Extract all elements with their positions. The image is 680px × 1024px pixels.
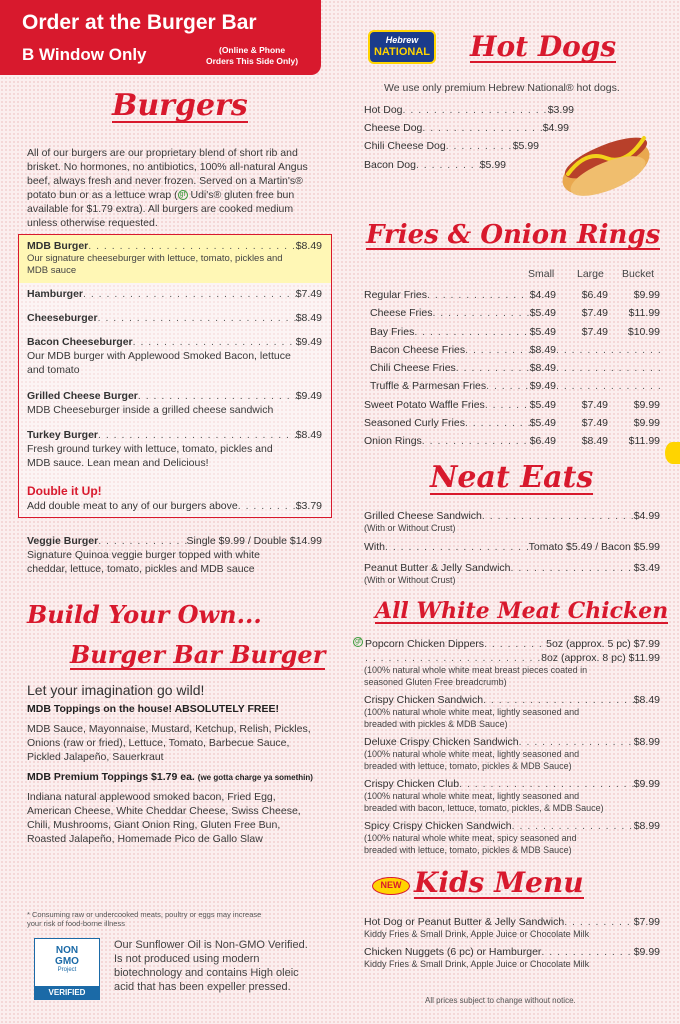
nongmo-text	[35, 945, 99, 967]
leader-dots	[541, 945, 633, 959]
fries-row	[364, 432, 660, 450]
price-bucket: $9.99	[633, 289, 660, 301]
menu-item-veggie-burger	[27, 534, 322, 576]
intro-line: brisket. No hormones, no antibiotics, 100% all-natural Angus	[27, 161, 308, 173]
item-name: Hot Dog	[364, 104, 403, 116]
item-name: Turkey Burger	[27, 429, 98, 441]
nongmo-word: NON	[55, 945, 79, 956]
item-price: $3.79	[295, 500, 322, 512]
item-name: Bay Fries	[370, 325, 415, 338]
menu-item-kids-nuggets	[364, 945, 660, 971]
fries-row	[364, 286, 660, 304]
burgers-title	[112, 88, 248, 123]
item-desc: MDB sauce	[27, 265, 77, 276]
item-name: Cheese Dog	[364, 122, 423, 134]
item-desc: Kiddy Fries & Small Drink, Apple Juice or Chocolate Milk	[364, 929, 590, 939]
intro-line-part: potato bun or as a lettuce wrap (	[27, 189, 178, 201]
leader-dots	[484, 637, 546, 651]
intro-line	[27, 188, 327, 202]
item-price: $8.49	[295, 429, 322, 441]
item-desc: (100% natural whole white meat, lightly seasoned and	[364, 791, 580, 801]
price-bucket: $9.99	[633, 398, 660, 411]
menu-item-popcorn-chicken	[353, 637, 660, 688]
item-price: $9.49	[295, 390, 322, 402]
neat-eats-list	[364, 509, 660, 586]
neat-eats-title	[430, 460, 593, 495]
item-desc: Fresh ground turkey with lettuce, tomato, pickles and	[27, 443, 273, 455]
header-note-line: Orders This Side Only)	[206, 56, 299, 66]
item-price: $4.99	[542, 122, 569, 134]
build-title-line1: Build Your Own...	[27, 600, 262, 629]
price-bucket: $11.99	[628, 435, 660, 448]
fries-title	[366, 220, 660, 250]
item-name: Spicy Crispy Chicken Sandwich	[364, 820, 512, 832]
menu-item-pbj	[364, 561, 660, 587]
leader-dots	[564, 915, 634, 929]
item-name: Onion Rings	[364, 435, 422, 448]
hotdog-list	[364, 100, 574, 174]
price-large: $8.49	[581, 435, 608, 448]
menu-item-bacon-dog	[364, 156, 506, 174]
item-desc: seasoned Gluten Free breadcrumb)	[364, 676, 507, 687]
build-title-text: Burger Bar Burger	[70, 640, 326, 669]
item-name: Popcorn Chicken Dippers	[365, 638, 485, 650]
item-price: $5.99	[479, 159, 506, 171]
item-price: $4.99	[633, 510, 660, 522]
food-warning	[27, 910, 261, 928]
price-large: $7.49	[581, 417, 608, 430]
item-price: $8.49	[295, 312, 322, 324]
kids-title-text: Kids Menu	[414, 866, 584, 899]
leader-dots	[138, 389, 296, 403]
item-name: Veggie Burger	[27, 535, 99, 547]
price-small: $8.49	[529, 362, 556, 375]
leader-dots	[403, 100, 548, 120]
leader-dots	[482, 509, 634, 523]
warning-line: * Consuming raw or undercooked meats, poultry or eggs may increase	[27, 910, 262, 919]
leader-dots	[512, 819, 634, 833]
item-price: $7.99	[633, 916, 660, 928]
item-price: $8.49	[295, 240, 322, 252]
leader-dots	[98, 534, 186, 548]
col-large: Large	[577, 268, 604, 280]
item-price: Single $9.99 / Double $14.99	[186, 535, 322, 547]
oil-line: biotechnology and contains High oleic	[114, 967, 299, 979]
leader-dots	[446, 136, 513, 156]
burgers-intro	[27, 146, 327, 230]
item-name: Hamburger	[27, 288, 84, 300]
leader-dots	[432, 304, 529, 322]
leader-dots	[465, 341, 530, 359]
item-name: Peanut Butter & Jelly Sandwich	[364, 561, 511, 574]
leader-dots	[456, 359, 530, 377]
item-price: $8.49	[633, 694, 660, 706]
item-desc: (100% natural whole white meat, spicy seasoned and	[364, 833, 577, 843]
item-price: 8oz (approx. 8 pc) $11.99	[541, 652, 660, 664]
header-note-line: (Online & Phone	[218, 45, 286, 55]
premium-note: (we gotta charge ya somethin)	[197, 773, 313, 782]
item-name: Add double meat to any of our burgers above	[27, 500, 238, 512]
price-small: $6.49	[529, 435, 556, 448]
price-small: $8.49	[529, 343, 556, 356]
menu-item-mdb-burger	[27, 239, 322, 277]
item-desc: MDB sauce. Lean mean and Delicious!	[27, 457, 209, 469]
item-name: Regular Fries	[364, 289, 428, 301]
price-large: $6.49	[581, 289, 608, 301]
chicken-item	[364, 735, 660, 772]
toppings-line: Onions (raw or fried), Lettuce, Tomato, Barbecue Sauce,	[27, 737, 290, 749]
leader-dots	[485, 396, 530, 414]
item-desc: MDB Cheeseburger inside a grilled cheese sandwich	[27, 404, 274, 416]
item-price: $8.99	[633, 736, 660, 748]
chicken-list	[353, 637, 660, 856]
menu-item-bacon-cheeseburger	[27, 335, 322, 377]
price-large: $7.49	[581, 307, 608, 320]
menu-item-chili-cheese-dog	[364, 136, 539, 156]
nongmo-word: GMO	[55, 956, 79, 967]
leader-dots	[385, 540, 529, 554]
item-name: Chili Cheese Fries	[370, 362, 456, 375]
price-large: $7.49	[581, 398, 608, 411]
item-desc: (100% natural whole white meat breast pieces coated in	[364, 665, 588, 675]
leader-dots	[414, 323, 529, 341]
item-desc: and tomato	[27, 364, 80, 376]
oil-line: Our Sunflower Oil is Non-GMO Verified.	[114, 939, 308, 951]
intro-line: available for $1.79 extra). All burgers are cooked medium	[27, 203, 294, 215]
item-note: (With or Without Crust)	[364, 574, 456, 585]
intro-line-part: Udi's® gluten free bun	[187, 189, 295, 201]
item-desc: (100% natural whole white meat, lightly seasoned and	[364, 707, 580, 717]
leader-dots	[98, 428, 296, 442]
item-desc: Our MDB burger with Applewood Smoked Bacon, lettuce	[27, 350, 291, 362]
menu-item-cheeseburger	[27, 311, 322, 325]
leader-dots	[416, 156, 480, 174]
price-small: $5.49	[529, 307, 556, 320]
header-title: Order at the Burger Bar	[22, 11, 257, 34]
chicken-items	[353, 693, 660, 856]
item-name: Truffle & Parmesan Fries	[370, 380, 487, 393]
item-name: MDB Burger	[27, 240, 89, 252]
leader-dots	[133, 335, 296, 349]
menu-item-turkey-burger	[27, 428, 322, 470]
premium-head-text: MDB Premium Toppings $1.79 ea.	[27, 771, 195, 783]
fries-title-text: Fries & Onion Rings	[366, 220, 661, 250]
leader-dots	[483, 693, 634, 707]
warning-line: your risk of food-borne illness	[27, 919, 125, 928]
fries-row	[364, 377, 660, 395]
free-toppings-list	[27, 722, 327, 764]
menu-item-grilled-cheese-burger	[27, 389, 322, 417]
fries-row	[364, 341, 660, 359]
item-desc: Signature Quinoa veggie burger topped with white	[27, 549, 260, 561]
item-name: Chili Cheese Dog	[364, 140, 446, 152]
intro-line: beef, always fresh and never frozen. Served on a Martin's®	[27, 175, 303, 187]
gluten-free-icon: gf	[178, 190, 188, 200]
item-price: $3.49	[633, 561, 660, 574]
menu-item-kids-hotdog	[364, 915, 660, 941]
leader-dots	[98, 311, 296, 325]
edge-tab	[665, 442, 680, 464]
nongmo-project: Project	[57, 967, 77, 973]
item-desc: cheddar, lettuce, tomato, pickles and MDB sauce	[27, 563, 255, 575]
leader-dots	[511, 561, 634, 575]
hotdogs-intro: We use only premium Hebrew National® hot dogs.	[384, 82, 620, 94]
menu-item-hot-dog	[364, 100, 574, 120]
leader-dots	[556, 377, 660, 395]
item-desc: breaded with lettuce, tomato, pickles & MDB Sauce)	[364, 760, 572, 771]
item-name: Grilled Cheese Burger	[27, 390, 138, 402]
price-bucket: $9.99	[633, 417, 660, 430]
leader-dots	[422, 120, 542, 136]
menu-item-cheese-dog	[364, 120, 569, 136]
new-badge: NEW	[372, 877, 410, 895]
price-small: $4.49	[529, 289, 556, 301]
item-name: With	[364, 540, 385, 553]
double-it-up	[27, 483, 322, 513]
price-small: $5.49	[529, 325, 556, 338]
toppings-line: Indiana natural applewood smoked bacon, Fried Egg,	[27, 791, 276, 803]
col-bucket: Bucket	[622, 268, 655, 280]
toppings-line: MDB Sauce, Mayonnaise, Mustard, Ketchup, Relish, Pickles,	[27, 723, 311, 735]
hotdogs-title-text: Hot Dogs	[470, 30, 617, 63]
toppings-line: Pickled Jalapeño, Sauerkraut	[27, 751, 164, 763]
item-name: Cheeseburger	[27, 312, 98, 324]
item-desc: Kiddy Fries & Small Drink, Apple Juice or Chocolate Milk	[364, 958, 590, 969]
price-small: $5.49	[529, 398, 556, 411]
chicken-title-text: All White Meat Chicken	[375, 598, 669, 624]
fries-table	[364, 286, 660, 451]
item-name: Crispy Chicken Club	[364, 778, 460, 790]
leader-dots	[422, 432, 530, 450]
kids-title	[414, 866, 584, 899]
leader-dots	[83, 287, 296, 301]
fries-row	[364, 323, 660, 341]
leader-dots	[365, 651, 541, 665]
logo-line: NATIONAL	[373, 46, 430, 58]
item-desc: Our signature cheeseburger with lettuce, tomato, pickles and	[27, 253, 283, 264]
neat-eats-title-text: Neat Eats	[430, 460, 594, 495]
build-title-line2	[70, 640, 325, 670]
item-name: Sweet Potato Waffle Fries	[364, 398, 485, 411]
item-note: (With or Without Crust)	[364, 523, 456, 533]
item-price: $5.99	[512, 140, 539, 152]
leader-dots	[459, 777, 634, 791]
col-small: Small	[528, 268, 555, 280]
item-name: Bacon Cheese Fries	[370, 343, 466, 356]
price-bucket: $11.99	[628, 307, 660, 320]
item-name: Bacon Dog	[364, 159, 416, 171]
burgers-title-text: Burgers	[112, 88, 248, 123]
toppings-line: Chili, Mushrooms, Giant Onion Ring, Gluten Free Bun,	[27, 819, 281, 831]
fries-row	[364, 414, 660, 432]
hebrew-national-logo	[368, 30, 436, 64]
item-desc: breaded with pickles & MDB Sauce)	[364, 718, 508, 729]
item-price: $7.49	[295, 288, 322, 300]
leader-dots	[238, 499, 296, 513]
header-note	[206, 45, 298, 67]
menu-item-grilled-cheese	[364, 509, 660, 535]
item-desc: breaded with lettuce, tomato, pickles & MDB Sauce)	[364, 844, 572, 855]
premium-toppings-heading	[27, 771, 313, 783]
item-price: $9.49	[295, 336, 322, 348]
hotdogs-title	[470, 30, 616, 63]
intro-line: All of our burgers are our proprietary blend of short rib and	[27, 147, 298, 159]
header-subtitle: B Window Only	[22, 45, 147, 64]
item-name: Grilled Cheese Sandwich	[364, 510, 482, 522]
item-name: Bacon Cheeseburger	[27, 336, 133, 348]
price-small: $5.49	[529, 417, 556, 430]
toppings-line: Roasted Jalapeño, Homemade Pico de Gallo Slaw	[27, 833, 263, 845]
item-name: Deluxe Crispy Chicken Sandwich	[364, 736, 519, 748]
leader-dots	[88, 239, 295, 253]
prices-note: All prices subject to change without notice.	[425, 996, 576, 1005]
menu-item-hamburger	[27, 287, 322, 301]
sunflower-oil-note	[114, 938, 308, 994]
fries-row	[364, 396, 660, 414]
leader-dots	[556, 359, 660, 377]
chicken-item	[364, 819, 660, 856]
item-desc: breaded with bacon, lettuce, tomato, pickles, & MDB Sauce)	[364, 802, 604, 813]
premium-toppings-list	[27, 790, 327, 846]
double-title: Double it Up!	[27, 484, 102, 498]
item-price: Tomato $5.49 / Bacon $5.99	[528, 540, 660, 553]
order-header-banner	[0, 0, 321, 75]
chicken-title	[375, 598, 668, 624]
leader-dots	[556, 341, 660, 359]
gluten-free-icon: gf	[353, 637, 363, 647]
nongmo-verified: VERIFIED	[35, 986, 99, 999]
price-large: $7.49	[581, 325, 608, 338]
non-gmo-logo	[34, 938, 100, 1000]
leader-dots	[519, 735, 634, 749]
kids-list	[364, 915, 660, 970]
item-name: Crispy Chicken Sandwich	[364, 694, 484, 706]
item-price: $9.99	[633, 945, 660, 958]
price-bucket: $10.99	[627, 325, 660, 338]
item-name: Hot Dog or Peanut Butter & Jelly Sandwich	[364, 916, 565, 928]
logo-line: Hebrew	[385, 35, 419, 45]
leader-dots	[486, 377, 530, 395]
leader-dots	[427, 286, 530, 304]
price-small: $9.49	[529, 380, 556, 393]
item-desc: (100% natural whole white meat, lightly seasoned and	[364, 749, 580, 759]
item-price: $9.99	[633, 778, 660, 790]
item-name: Cheese Fries	[370, 307, 433, 320]
hot-dog-image	[556, 110, 656, 200]
item-price: $3.99	[547, 104, 574, 116]
fries-row	[364, 304, 660, 322]
toppings-line: American Cheese, White Cheddar Cheese, Swiss Cheese,	[27, 805, 301, 817]
free-toppings-heading: MDB Toppings on the house! ABSOLUTELY FREE!	[27, 703, 279, 715]
chicken-item	[364, 693, 660, 730]
build-tagline: Let your imagination go wild!	[27, 682, 205, 698]
item-price: 5oz (approx. 5 pc) $7.99	[546, 638, 660, 650]
intro-line: unless otherwise requested.	[27, 217, 158, 229]
oil-line: Is not produced using modern	[114, 953, 260, 965]
fries-row	[364, 359, 660, 377]
item-name: Seasoned Curly Fries	[364, 417, 465, 430]
chicken-item	[364, 777, 660, 814]
item-name: Chicken Nuggets (6 pc) or Hamburger	[364, 945, 542, 958]
leader-dots	[465, 414, 530, 432]
oil-line: acid that has been expeller pressed.	[114, 981, 291, 993]
item-price: $8.99	[633, 820, 660, 832]
menu-item-with	[364, 540, 660, 554]
